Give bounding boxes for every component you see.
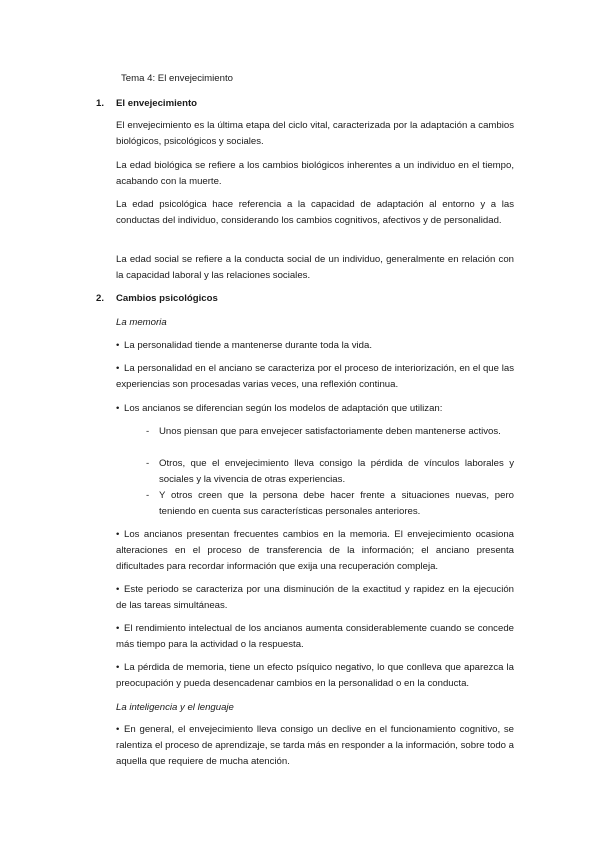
paragraph: La edad biológica se refiere a los cambios biológicos inherentes a un individuo en el tiempo, acabando con la muerte. — [116, 160, 514, 187]
dash-item — [146, 456, 514, 488]
bullet-icon: • — [116, 584, 120, 595]
document-title: Tema 4: El envejecimiento — [121, 73, 233, 84]
list-item-text: La personalidad en el anciano se caracteriza por el proceso de interiorización, en el que las experiencias son procesadas varias veces, una reflexión continua. — [116, 363, 514, 390]
subheading-inteligencia: La inteligencia y el lenguaje — [116, 702, 234, 713]
dash-item-text: Y otros creen que la persona debe hacer frente a situaciones nuevas, pero teniendo en cuenta sus características personales anteriores. — [159, 490, 514, 517]
bullet-icon: • — [116, 403, 120, 414]
list-item-text: El rendimiento intelectual de los ancianos aumenta considerablemente cuando se concede más tiempo para la actividad o la respuesta. — [116, 623, 514, 650]
bullet-icon: • — [116, 724, 120, 735]
section-1-heading — [96, 96, 197, 112]
dash-item — [146, 488, 514, 520]
paragraph: El envejecimiento es la última etapa del ciclo vital, caracterizada por la adaptación a cambios biológicos, psicológicos y sociales. — [116, 120, 514, 147]
dash-icon: - — [146, 490, 150, 501]
section-2-number: 2. — [96, 293, 105, 304]
dash-item — [146, 424, 514, 440]
list-item — [116, 338, 514, 354]
paragraph: La edad social se refiere a la conducta social de un individuo, generalmente en relación con la capacidad laboral y las relaciones sociales. — [116, 254, 514, 281]
section-2-heading — [96, 291, 218, 307]
list-item — [116, 621, 514, 653]
list-item-text: Este periodo se caracteriza por una disminución de la exactitud y rapidez en la ejecución de las tareas simultáneas. — [116, 584, 514, 611]
list-item-text: Los ancianos se diferencian según los modelos de adaptación que utilizan: — [124, 403, 443, 414]
list-item-text: La personalidad tiende a mantenerse durante toda la vida. — [124, 340, 373, 351]
dash-icon: - — [146, 458, 150, 469]
bullet-icon: • — [116, 363, 120, 374]
section-1-number: 1. — [96, 98, 105, 109]
list-item — [116, 722, 514, 769]
dash-item-text: Unos piensan que para envejecer satisfactoriamente deben mantenerse activos. — [159, 426, 501, 437]
dash-icon: - — [146, 426, 150, 437]
bullet-icon: • — [116, 529, 120, 540]
subheading-memoria: La memoria — [116, 317, 167, 328]
section-2-title: Cambios psicológicos — [116, 293, 218, 304]
dash-item-text: Otros, que el envejecimiento lleva consigo la pérdida de vínculos laborales y sociales y la vivencia de otras experiencias. — [159, 458, 514, 485]
bullet-icon: • — [116, 623, 120, 634]
list-item — [116, 361, 514, 393]
list-item-text: La pérdida de memoria, tiene un efecto psíquico negativo, lo que conlleva que aparezca la preocupación y pueda desencadenar cambios en la personalidad o en la conducta. — [116, 662, 514, 689]
bullet-icon: • — [116, 662, 120, 673]
paragraph: La edad psicológica hace referencia a la capacidad de adaptación al entorno y a las conductas del individuo, considerando los cambios cognitivos, afectivos y de personalidad. — [116, 199, 514, 226]
list-item-text: En general, el envejecimiento lleva consigo un declive en el funcionamiento cognitivo, se ralentiza el proceso de aprendizaje, se tarda más en responder a la información, sobre todo a aquella que requiere de mucha atención. — [116, 724, 514, 767]
list-item — [116, 527, 514, 574]
list-item — [116, 401, 514, 417]
section-1-title: El envejecimiento — [116, 98, 198, 109]
list-item-text: Los ancianos presentan frecuentes cambios en la memoria. El envejecimiento ocasiona alteraciones en el proceso de transferencia de la información; el anciano presenta dificultades para recordar información que exija una recuperación compleja. — [116, 529, 514, 572]
list-item — [116, 660, 514, 692]
list-item — [116, 582, 514, 614]
bullet-icon: • — [116, 340, 120, 351]
